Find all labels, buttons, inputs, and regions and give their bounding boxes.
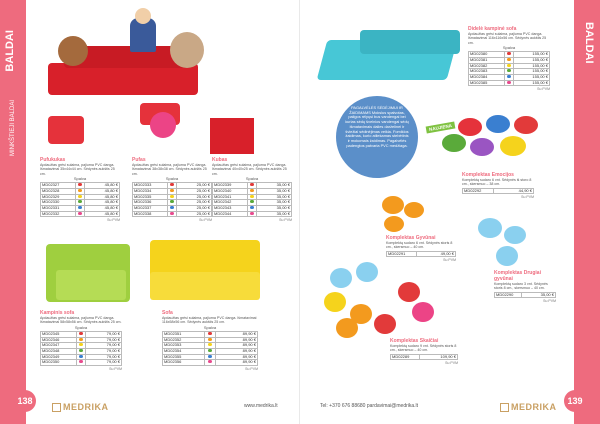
price-table-body [463,188,534,194]
page-number-left: 138 [14,390,36,412]
color-dot-icon [250,189,253,192]
product-code: MD02327 [41,183,76,189]
product-title: Kubas [212,157,228,163]
product-desc: Komplektą sudaro 6 vnt. Sėdynės iš storo 8 cm., skersmuo – 38 cm. [462,178,532,187]
product-title: Komplektas Drugiai gyvūnai [494,270,541,282]
product-price: 35,00 € [257,194,292,200]
price-table-body [41,183,120,217]
product-code: MD02291 [387,251,417,257]
product-sofa [162,310,258,371]
page-number-right: 139 [564,390,586,412]
price-row [163,360,258,366]
product-price: 25,00 € [177,211,212,217]
color-dot-icon [170,189,173,192]
product-price: 79,00 € [86,343,122,349]
color-dot-icon [78,200,81,203]
product-komplektas-skaiciai [390,338,458,365]
color-swatch [76,360,86,366]
color-dot-icon [78,183,81,186]
color-swatch [167,211,176,217]
price-table [40,182,120,217]
left-side-title: BALDAI [4,30,16,72]
price-table-body [213,183,292,217]
product-price: 25,00 € [177,194,212,200]
product-komplektas-emocijos [462,172,534,199]
product-price: 79,00 € [86,348,122,354]
product-didele-kampine-sofa [468,26,550,91]
product-code: MD02380 [469,52,505,58]
product-code: MD02346 [41,337,77,343]
price-table [468,51,550,86]
color-dot-icon [507,69,510,72]
color-dot-icon [170,183,173,186]
color-swatch [247,211,256,217]
color-dot-icon [507,58,510,61]
price-table-body [387,251,456,257]
color-dot-icon [79,343,82,346]
price-table-body [133,183,212,217]
product-code: MD02355 [163,354,205,360]
color-dot-icon [170,195,173,198]
price-table [462,188,534,195]
color-dot-icon [507,64,510,67]
left-side-subtitle: MINKŠTIEJI BALDAI [10,100,16,157]
product-title: Sofa [162,310,173,316]
product-price: 79,00 € [86,331,122,337]
color-swatch [504,80,514,86]
product-price: 89,90 € [216,331,258,337]
color-dot-icon [170,206,173,209]
green-corner-sofa-seat-image [56,270,126,300]
product-code: MD02350 [41,360,77,366]
product-code: MD02351 [163,331,205,337]
pvm-note: Su PVM [109,366,122,371]
product-price: 109,90 € [420,354,458,360]
color-dot-icon [79,349,82,352]
product-price: 79,00 € [86,354,122,360]
teddy-bear-right-image [170,32,204,68]
product-title: Komplektas Gyvūnai [386,235,436,241]
product-price: 45,80 € [85,183,120,189]
product-price: 79,00 € [86,360,122,366]
right-page [300,0,600,424]
product-code: MD02332 [41,211,76,217]
product-code: MD02333 [133,183,168,189]
pvm-note: Su PVM [443,258,456,263]
pvm-note: Su PVM [107,218,120,223]
product-price: 155,00 € [514,57,550,63]
color-dot-icon [79,360,82,363]
spec-label: Spalva [165,176,179,182]
product-code: MD02352 [163,337,205,343]
brand-logo-right [500,402,557,412]
price-row [213,211,292,217]
product-code: MD02356 [163,360,205,366]
price-table [386,251,456,258]
color-dot-icon [78,189,81,192]
new-tag: NAUJIENA [426,122,456,134]
spec-label: Spalva [203,324,217,330]
product-code: MD02335 [133,194,168,200]
product-komplektas-gyvunai [386,235,456,262]
price-table-body [495,292,556,298]
brand-mark-icon [52,403,61,412]
product-price: 44,90 € [494,188,534,194]
product-code: MD02339 [213,183,248,189]
product-price: 155,00 € [514,74,550,80]
teddy-bear-left-image [58,36,88,66]
product-price: 89,90 € [216,360,258,366]
right-side-title: BALDAI [583,22,595,64]
product-price: 45,80 € [85,194,120,200]
price-table [132,182,212,217]
price-table-body [391,354,458,360]
product-price: 25,00 € [177,183,212,189]
price-row [133,211,212,217]
spec-label: Spalva [74,324,88,330]
product-price: 35,00 € [257,205,292,211]
product-code: MD02347 [41,343,77,349]
color-dot-icon [507,81,510,84]
color-dot-icon [208,355,211,358]
product-price: 35,00 € [257,211,292,217]
product-title: Komplektas Emocijos [462,172,514,178]
product-price: 45,80 € [85,188,120,194]
brand-name: MEDRIKA [511,401,557,412]
color-swatch [75,211,84,217]
color-dot-icon [208,343,211,346]
product-title: Didelė kampinė sofa [468,26,517,32]
product-code: MD02341 [213,194,248,200]
price-table [212,182,292,217]
color-dot-icon [208,338,211,341]
product-price: 25,00 € [177,188,212,194]
product-price: 45,80 € [85,211,120,217]
hero-photo [40,8,210,128]
product-code: MD02343 [213,205,248,211]
spec-label: Spalva [73,176,87,182]
product-title: Pufas [132,157,146,163]
product-code: MD02344 [213,211,248,217]
color-dot-icon [507,75,510,78]
product-code: MD02338 [133,211,168,217]
color-dot-icon [250,183,253,186]
product-code: MD02292 [463,188,494,194]
product-price: 155,00 € [514,69,550,75]
color-dot-icon [170,212,173,215]
product-code: MD02354 [163,348,205,354]
price-row [495,292,556,298]
color-swatch [204,360,215,366]
product-code: MD02385 [469,80,505,86]
product-price: 45,80 € [85,200,120,206]
pvm-note: Su PVM [245,366,258,371]
price-table [40,331,122,366]
color-dot-icon [79,338,82,341]
product-price: 89,90 € [216,337,258,343]
color-dot-icon [507,52,510,55]
product-code: MD02345 [41,331,77,337]
brand-mark-icon [500,403,509,412]
pvm-note: Su PVM [445,361,458,366]
product-code: MD02334 [133,188,168,194]
price-row [41,360,122,366]
price-row [469,80,550,86]
product-code: MD02290 [495,292,522,298]
product-desc: Apdaužtas grėsi sulaima, pajiurna PVC danga. Išmatavimai 58x58x56 cm. Sėdynės aukštis 25 cm. [40,316,122,325]
cushions-info-badge: PAGALVĖLĖS SĖDĖJIMUI IR ŽAIDIMAMS Mokslus spalvotas, pailgos rėlyųsi bus vandengai bei kurias sėdų švelnios vandengai sėdų išmatavimais dalies darželinei ir šviežiai sėdinėjimas veikia. Fomiklos žaidimas, kurio atliekamas stebėtinis ir mokomais žaidimas. Pagalvėlės padengtos patvaria PVC medžiaga. [336,96,418,178]
pvm-note: Su PVM [537,87,550,92]
color-dot-icon [250,195,253,198]
product-price: 25,00 € [177,205,212,211]
price-table-body [469,52,550,86]
right-side-band [574,0,600,424]
product-price: 35,00 € [257,200,292,206]
spec-label: Spalva [245,176,259,182]
price-table-body [41,331,122,365]
child-head-image [135,8,151,24]
product-desc: Komplektą sudaro 9 vnt. Sėdynės storis 8 cm., skersmuo – 40 cm. [390,344,457,353]
price-table-body [163,331,258,365]
product-price: 89,90 € [216,348,258,354]
product-price: 45,80 € [85,205,120,211]
pouf-red-image [48,116,84,144]
color-dot-icon [208,360,211,363]
color-dot-icon [208,332,211,335]
price-row [463,188,534,194]
pvm-note: Su PVM [279,218,292,223]
product-code: MD02384 [469,74,505,80]
spec-label: Spalva [502,45,516,51]
product-desc: Komplektą sudaro 3 vnt. Sėdynės storis 8 cm., skersmuo – 40 cm. [494,282,548,291]
product-code: MD02328 [41,188,76,194]
color-dot-icon [78,212,81,215]
product-price: 155,00 € [514,80,550,86]
cube-red-image [210,118,254,154]
product-desc: Apdaužtas grėsi sulaima, pajiurna PVC danga. Išmatavimai 116x116x56 cm. Sėdynės aukštis 25 cm. [468,32,547,45]
product-price: 89,90 € [216,354,258,360]
price-row [391,354,458,360]
product-price: 49,00 € [417,251,456,257]
product-code: MD02348 [41,348,77,354]
blue-corner-sofa-side-image [360,30,460,54]
price-table [390,354,458,361]
product-code: MD02340 [213,188,248,194]
product-price: 79,00 € [86,337,122,343]
color-dot-icon [250,206,253,209]
color-dot-icon [170,200,173,203]
pvm-note: Su PVM [199,218,212,223]
product-code: MD02383 [469,69,505,75]
footer-url: www.medrika.lt [244,403,278,409]
color-dot-icon [78,195,81,198]
product-price: 25,00 € [177,200,212,206]
product-pufukukas [40,157,120,222]
color-dot-icon [208,349,211,352]
product-code: MD02381 [469,57,505,63]
product-desc: Apdaužtas grėsi sulaima, pajiurna PVC danga. Išmatavimai 40x40x25 cm. Sėdynės aukštis 25 cm. [212,163,287,176]
product-price: 35,00 € [257,188,292,194]
product-code: MD02330 [41,200,76,206]
product-code: MD02382 [469,63,505,69]
product-title: Komplektas Skaičiai [390,338,439,344]
yellow-sofa-seat-image [150,272,260,300]
product-price: 35,00 € [521,292,555,298]
product-desc: Komplektą sudaro 6 vnt. Sėdynės storis 8 cm., skersmuo – 40 cm. [386,241,453,250]
product-desc: Apdaužtas grėsi sulaima, pajiurna PVC danga. Išmatavimai 35x44x44 cm. Sėdynės aukštis 25 cm. [40,163,115,176]
product-title: Kampinis sofa [40,310,75,316]
pvm-note: Su PVM [543,299,556,304]
product-code: MD02353 [163,343,205,349]
pvm-note: Su PVM [521,195,534,200]
product-price: 155,00 € [514,52,550,58]
price-table [494,292,556,299]
product-desc: Apdaužtas grėsi sulaima, pajiurna PVC danga. Išmatavimai 38x38x38 cm. Sėdynės aukštis 25 cm. [132,163,207,176]
product-komplektas-drugiai [494,270,556,303]
price-row [41,211,120,217]
color-dot-icon [79,332,82,335]
brand-name: MEDRIKA [63,401,109,412]
product-code: MD02331 [41,205,76,211]
brand-logo-left [52,402,109,412]
color-dot-icon [78,206,81,209]
price-row [387,251,456,257]
product-price: 35,00 € [257,183,292,189]
color-dot-icon [250,200,253,203]
pouf-pink-image [150,112,176,138]
footer-contact: Tel: +370 676 88680 pardavimai@medrika.lt [320,403,419,409]
product-code: MD02337 [133,205,168,211]
color-dot-icon [79,355,82,358]
product-code: MD02336 [133,200,168,206]
product-price: 89,90 € [216,343,258,349]
product-code: MD02329 [41,194,76,200]
product-kubas [212,157,292,222]
product-pufas [132,157,212,222]
product-desc: Apdaužtas grėsi sulaima, pajiurna PVC danga. Išmatavimai 116x58x56 cm. Sėdynės aukštis 25 cm. [162,316,257,325]
product-kampinis-sofa [40,310,122,371]
product-price: 155,00 € [514,63,550,69]
product-title: Pufukukas [40,157,66,163]
product-code: MD02349 [41,354,77,360]
product-code: MD02289 [391,354,420,360]
color-dot-icon [250,212,253,215]
product-code: MD02342 [213,200,248,206]
price-table [162,331,258,366]
